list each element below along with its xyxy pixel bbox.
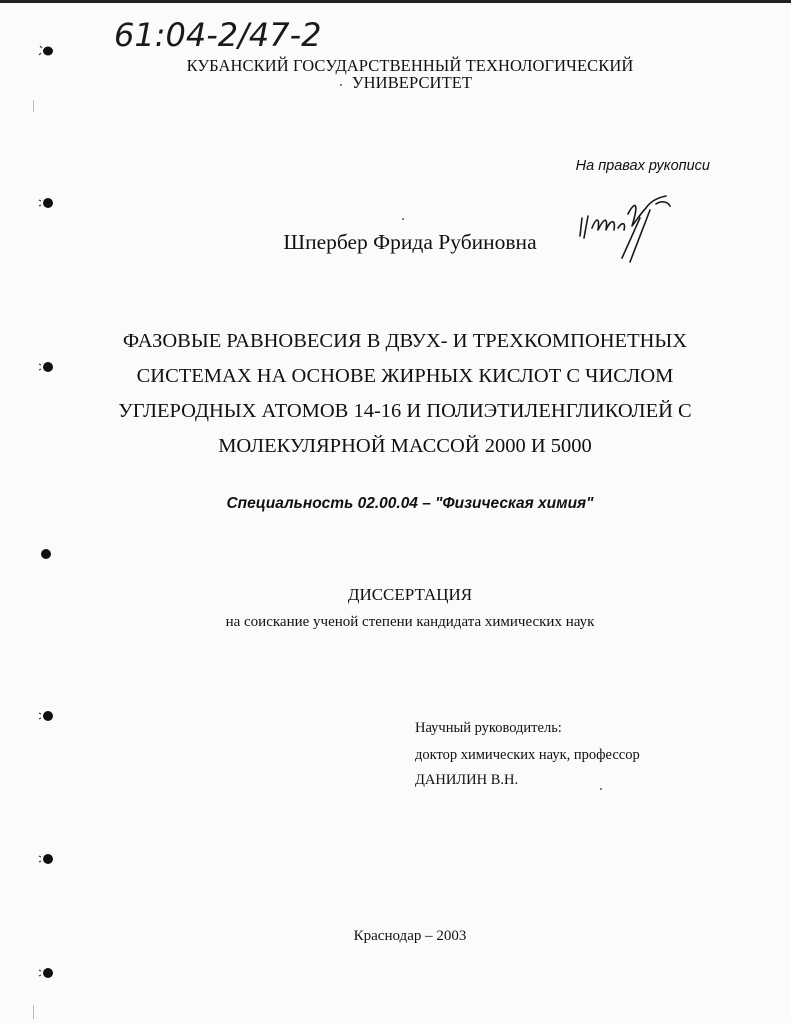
punch-hole-icon (38, 44, 54, 58)
title-line: СИСТЕМАХ НА ОСНОВЕ ЖИРНЫХ КИСЛОТ С ЧИСЛОМ (136, 365, 674, 387)
punch-hole-icon (38, 966, 54, 980)
scan-mark (33, 100, 34, 112)
dissertation-title (95, 324, 715, 464)
dissertation-heading: ДИССЕРТАЦИЯ (347, 585, 473, 604)
specialty-code: Специальность 02.00.04 – (226, 495, 436, 512)
page-top-edge (0, 0, 791, 3)
manuscript-rights: На правах рукописи (575, 158, 710, 174)
punch-hole-icon (38, 547, 54, 561)
catalog-number-handwritten (112, 12, 402, 56)
punch-hole-icon (38, 196, 54, 210)
university-line-2: УНИВЕРСИТЕТ (351, 73, 473, 92)
dissertation-subtitle: на соискание ученой степени кандидата химических наук (225, 614, 595, 630)
university-line-1: КУБАНСКИЙ ГОСУДАРСТВЕННЫЙ ТЕХНОЛОГИЧЕСКИЙ (186, 56, 634, 75)
scan-speck (402, 218, 404, 220)
title-line: УГЛЕРОДНЫХ АТОМОВ 14-16 И ПОЛИЭТИЛЕНГЛИКОЛЕЙ С (118, 400, 692, 422)
advisor-degree: доктор химических наук, профессор (415, 747, 640, 763)
scan-mark (33, 1005, 34, 1019)
title-line: МОЛЕКУЛЯРНОЙ МАССОЙ 2000 И 5000 (218, 435, 592, 457)
punch-hole-icon (38, 360, 54, 374)
scan-speck (600, 788, 602, 790)
punch-hole-icon (38, 709, 54, 723)
city-year: Краснодар – 2003 (353, 928, 467, 944)
author-name: Шпербер Фрида Рубиновна (283, 230, 537, 254)
author-signature (570, 188, 680, 266)
punch-hole-icon (38, 852, 54, 866)
catalog-number: 61:04-2/47-2 (114, 16, 322, 54)
title-line: ФАЗОВЫЕ РАВНОВЕСИЯ В ДВУХ- И ТРЕХКОМПОНЕТНЫХ (122, 330, 688, 352)
specialty (150, 495, 670, 513)
scan-speck (340, 84, 342, 86)
advisor-role: Научный руководитель: (415, 720, 562, 736)
specialty-name: "Физическая химия" (435, 495, 594, 512)
advisor-name: ДАНИЛИН В.Н. (415, 772, 519, 788)
